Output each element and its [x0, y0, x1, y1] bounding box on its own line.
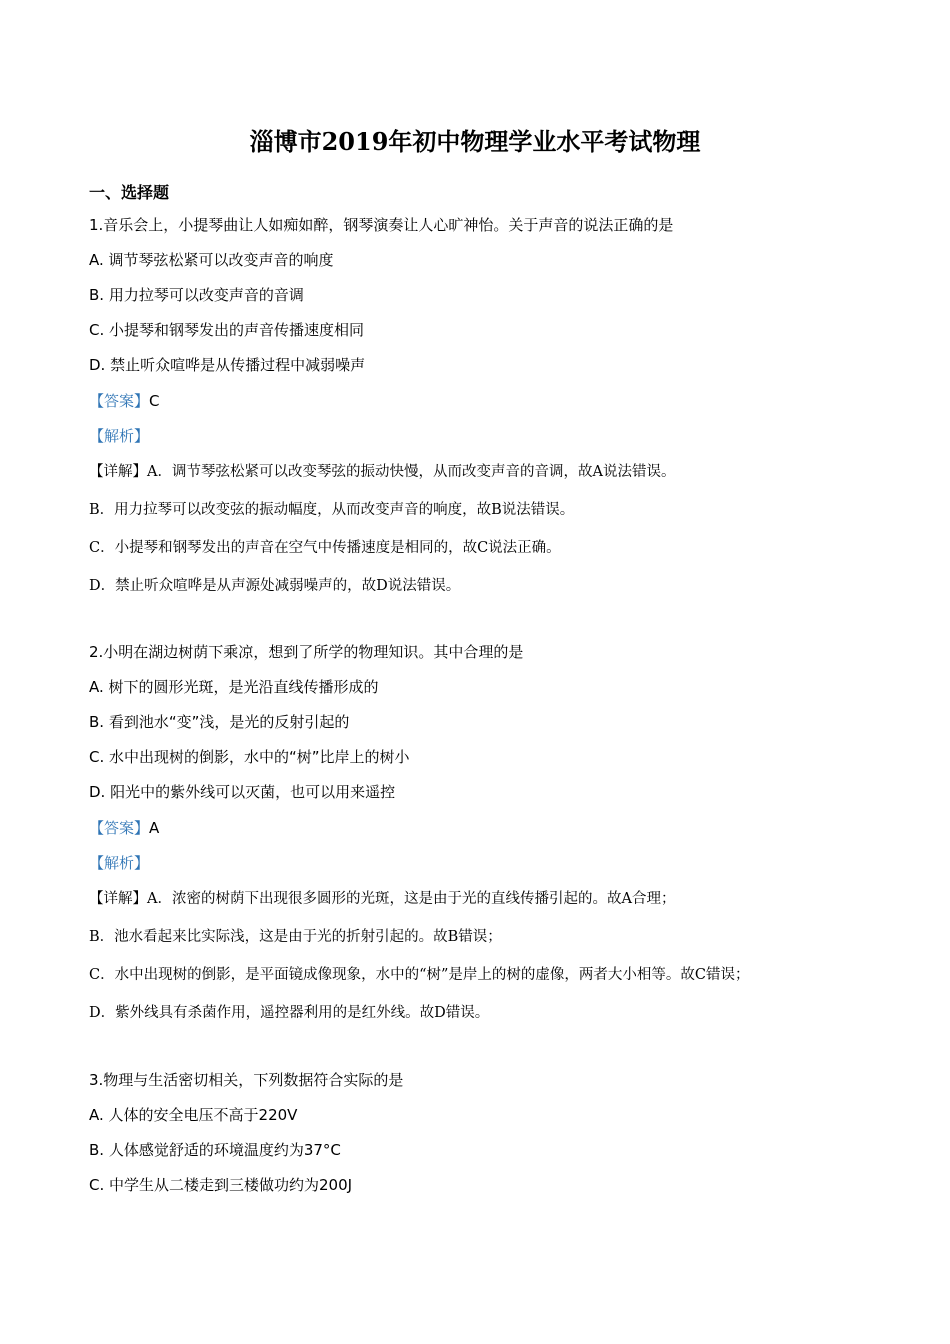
question-2-answer: [89, 817, 159, 838]
question-1-analysis-label: 【解析】: [89, 427, 150, 445]
question-2-analysis-label: 【解析】: [89, 854, 150, 872]
answer-value: A: [149, 819, 160, 837]
question-2-detail-d: D．紫外线具有杀菌作用，遥控器利用的是红外线。故D错误。: [89, 1005, 490, 1021]
question-1-option-d: D. 禁止听众喧哗是从传播过程中减弱噪声: [89, 356, 366, 374]
question-1-option-b: B. 用力拉琴可以改变声音的音调: [89, 286, 304, 304]
question-2-stem: 2.小明在湖边树荫下乘凉，想到了所学的物理知识。其中合理的是: [89, 643, 524, 661]
question-2-option-c: C. 水中出现树的倒影，水中的“树”比岸上的树小: [89, 748, 410, 766]
detail-text: A．调节琴弦松紧可以改变琴弦的振动快慢，从而改变声音的音调，故A说法错误。: [147, 464, 676, 480]
question-3-option-a: A. 人体的安全电压不高于220V: [89, 1106, 298, 1124]
section-heading: 一、选择题: [89, 183, 170, 202]
question-1-stem: 1.音乐会上，小提琴曲让人如痴如醉，钢琴演奏让人心旷神怡。关于声音的说法正确的是: [89, 216, 674, 234]
answer-value: C: [149, 392, 160, 410]
question-1-detail-b: B．用力拉琴可以改变弦的振动幅度，从而改变声音的响度，故B说法错误。: [89, 502, 575, 518]
question-1-detail-a: [89, 460, 675, 481]
question-3-option-b: B. 人体感觉舒适的环境温度约为37°C: [89, 1141, 341, 1159]
question-1-answer: [89, 390, 160, 411]
question-3-stem: 3.物理与生活密切相关，下列数据符合实际的是: [89, 1071, 404, 1089]
question-2-option-b: B. 看到池水“变”浅，是光的反射引起的: [89, 713, 350, 731]
answer-label: 【答案】: [89, 819, 150, 837]
question-2-option-a: A. 树下的圆形光斑，是光沿直线传播形成的: [89, 678, 379, 696]
question-2-detail-b: B．池水看起来比实际浅，这是由于光的折射引起的。故B错误；: [89, 929, 502, 945]
answer-label: 【答案】: [89, 392, 150, 410]
page-title: 淄博市2019年初中物理学业水平考试物理: [249, 127, 701, 156]
detail-text: A．浓密的树荫下出现很多圆形的光斑，这是由于光的直线传播引起的。故A合理；: [147, 891, 676, 907]
question-1-option-c: C. 小提琴和钢琴发出的声音传播速度相同: [89, 321, 365, 339]
question-2-option-d: D. 阳光中的紫外线可以灭菌，也可以用来遥控: [89, 783, 396, 801]
detail-label: 【详解】: [89, 464, 147, 480]
question-1-detail-d: D．禁止听众喧哗是从声源处减弱噪声的，故D说法错误。: [89, 578, 461, 594]
question-2-detail-c: C．水中出现树的倒影，是平面镜成像现象，水中的“树”是岸上的树的虚像，两者大小相等。故C错误；: [89, 967, 750, 983]
question-1-detail-c: C．小提琴和钢琴发出的声音在空气中传播速度是相同的，故C说法正确。: [89, 540, 561, 556]
question-1-option-a: A. 调节琴弦松紧可以改变声音的响度: [89, 251, 334, 269]
detail-label: 【详解】: [89, 891, 147, 907]
question-3-option-c: C. 中学生从二楼走到三楼做功约为200J: [89, 1176, 353, 1194]
question-2-detail-a: [89, 887, 675, 908]
